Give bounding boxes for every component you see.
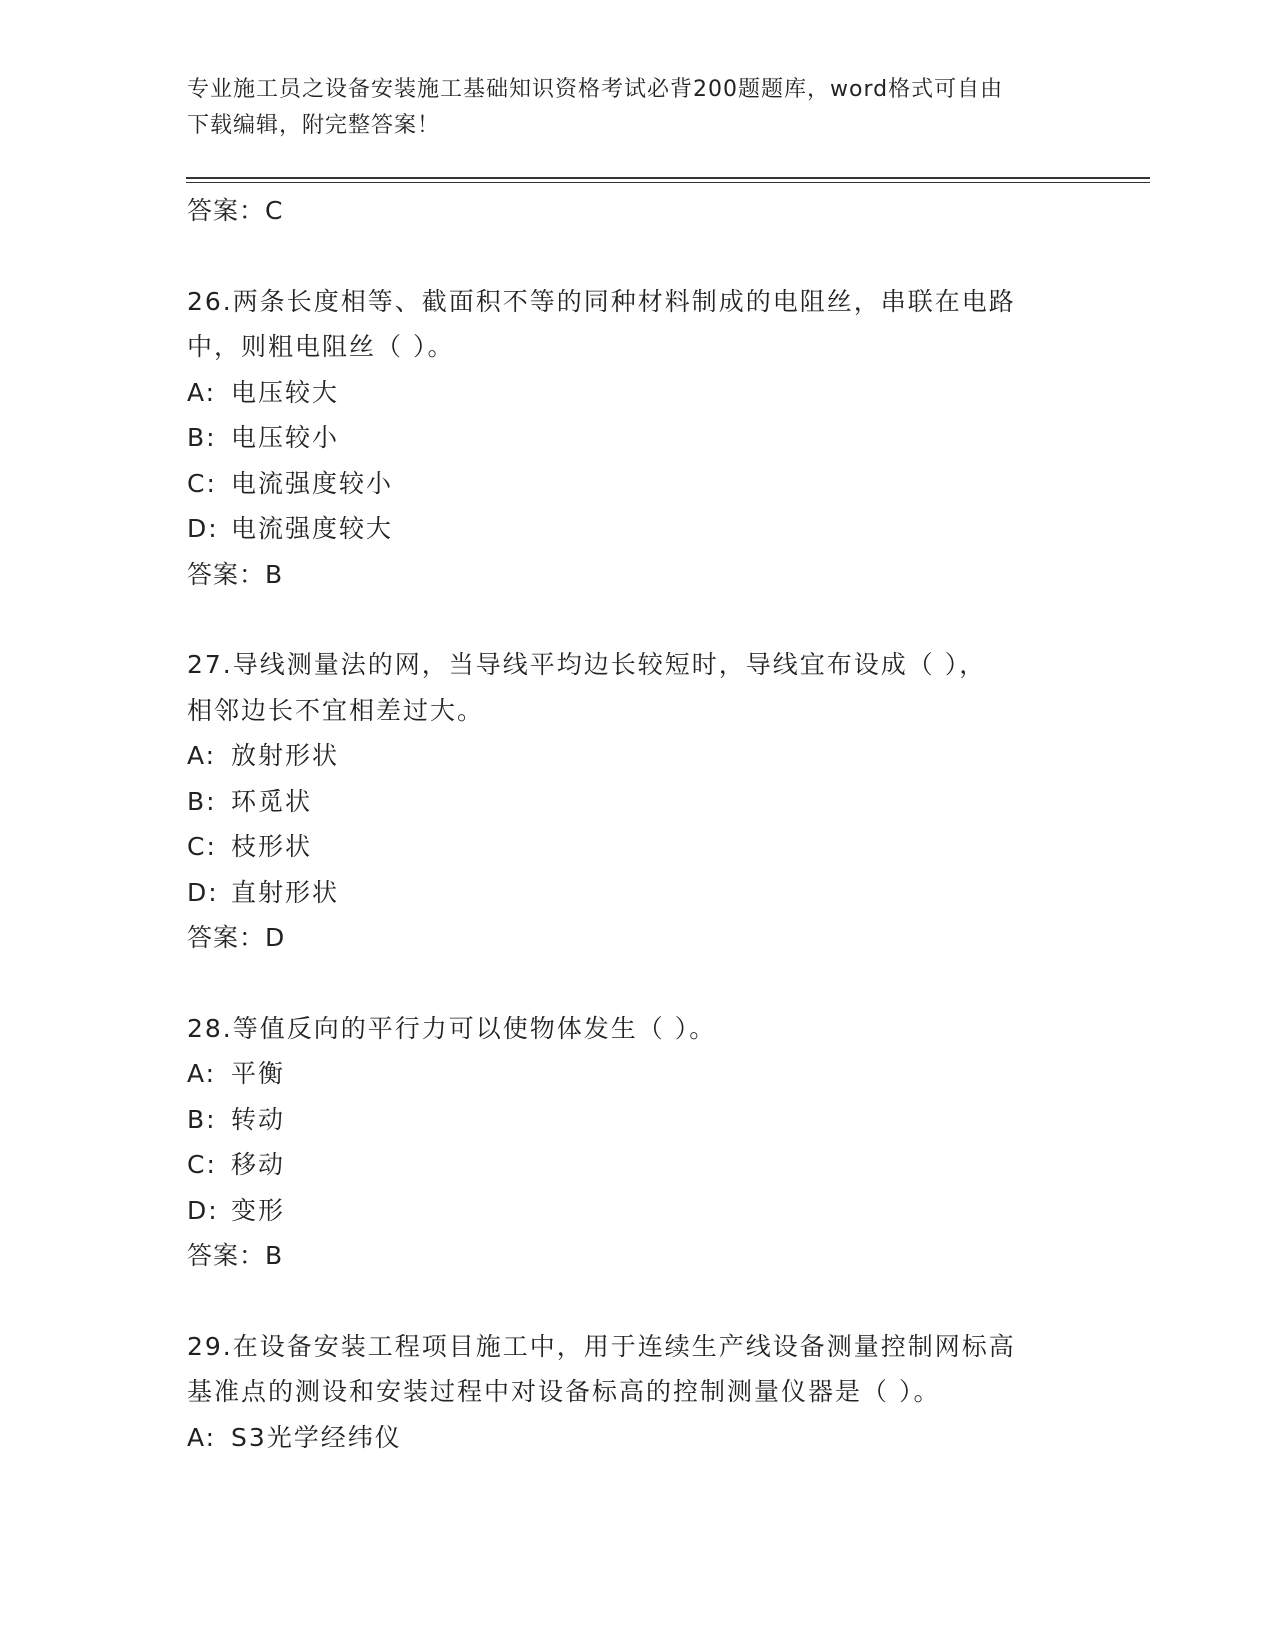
- question-27: [187, 642, 1087, 961]
- option-letter: B:: [187, 1104, 217, 1134]
- answer-line: 答案：D: [187, 923, 286, 952]
- option-text: 放射形状: [231, 741, 340, 770]
- option-d: [187, 870, 1087, 916]
- option-a: [187, 1051, 1087, 1097]
- option-text: 直射形状: [231, 877, 340, 907]
- option-letter: A:: [187, 377, 217, 407]
- option-c: [187, 824, 1087, 870]
- question-26: [187, 279, 1087, 598]
- header-line-1: 专业施工员之设备安装施工基础知识资格考试必背200题题库，word格式可自由: [187, 77, 1004, 102]
- option-letter: D:: [187, 1195, 219, 1225]
- option-letter: C:: [187, 832, 217, 861]
- question-text: 26.两条长度相等、截面积不等的同种材料制成的电阻丝，串联在电路: [187, 286, 1016, 316]
- question-29: [187, 1324, 1087, 1461]
- option-text: 枝形状: [231, 832, 313, 861]
- header-divider-thin: [186, 182, 1150, 183]
- option-d: [187, 506, 1087, 552]
- question-text: 28.等值反向的平行力可以使物体发生（ ）。: [187, 1013, 717, 1043]
- header-divider-thick: [186, 177, 1150, 179]
- option-text: 电流强度较大: [231, 514, 394, 543]
- option-letter: A:: [187, 1059, 217, 1088]
- question-28: [187, 1006, 1087, 1279]
- option-letter: C:: [187, 1150, 217, 1179]
- option-b: [187, 1097, 1087, 1143]
- option-letter: A:: [187, 741, 217, 770]
- document-header: [187, 72, 1067, 144]
- option-letter: B:: [187, 786, 217, 816]
- option-a: [187, 733, 1087, 779]
- option-letter: D:: [187, 514, 219, 543]
- option-b: [187, 415, 1087, 461]
- option-text: S3光学经纬仪: [231, 1422, 402, 1452]
- option-a: [187, 370, 1087, 416]
- option-text: 电压较大: [231, 377, 340, 407]
- answer-line: 答案：B: [187, 1241, 284, 1270]
- option-text: 平衡: [231, 1059, 286, 1088]
- option-c: [187, 1142, 1087, 1188]
- option-letter: C:: [187, 468, 217, 498]
- question-text: 相邻边长不宜相差过大。: [187, 695, 485, 725]
- option-b: [187, 779, 1087, 825]
- answer-line: 答案：C: [187, 196, 284, 225]
- question-text: 27.导线测量法的网，当导线平均边长较短时，导线宜布设成（ ），: [187, 650, 987, 679]
- option-letter: B:: [187, 423, 217, 452]
- option-text: 移动: [231, 1150, 286, 1179]
- option-letter: D:: [187, 877, 219, 907]
- option-d: [187, 1188, 1087, 1234]
- answer-line: 答案：B: [187, 559, 284, 589]
- question-text: 中，则粗电阻丝（ ）。: [187, 332, 455, 361]
- option-text: 电压较小: [231, 423, 340, 452]
- option-text: 环觅状: [231, 786, 313, 816]
- option-text: 变形: [231, 1195, 286, 1225]
- question-text: 基准点的测设和安装过程中对设备标高的控制测量仪器是（ ）。: [187, 1377, 941, 1406]
- option-c: [187, 461, 1087, 507]
- option-letter: A:: [187, 1422, 217, 1452]
- option-text: 电流强度较小: [231, 468, 394, 498]
- option-text: 转动: [231, 1104, 286, 1134]
- option-a: [187, 1415, 1087, 1461]
- question-text: 29.在设备安装工程项目施工中，用于连续生产线设备测量控制网标高: [187, 1331, 1016, 1361]
- header-line-2: 下载编辑，附完整答案！: [187, 113, 441, 138]
- question-list: [187, 188, 1087, 1460]
